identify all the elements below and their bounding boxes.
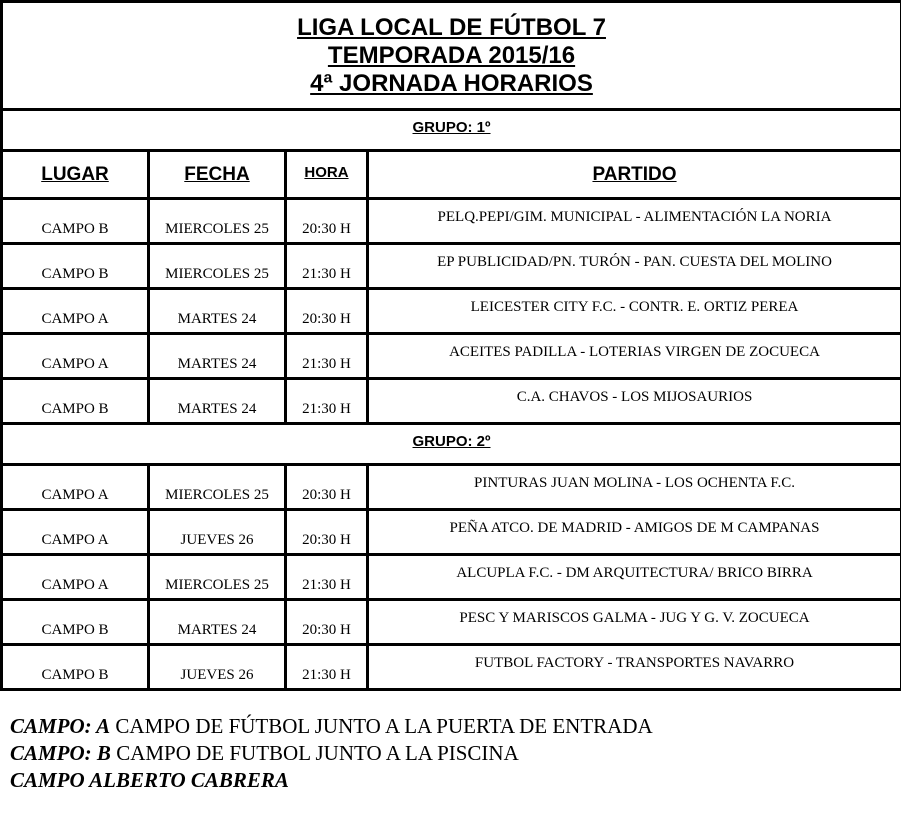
footer-legend [0, 713, 901, 794]
header-partido: PARTIDO [368, 151, 901, 199]
hora-cell: 20:30 H [286, 289, 368, 334]
title-cell [2, 2, 901, 110]
header-fecha: FECHA [149, 151, 286, 199]
lugar-cell: CAMPO B [2, 244, 149, 289]
hora-cell: 20:30 H [286, 600, 368, 645]
fecha-cell: JUEVES 26 [149, 645, 286, 690]
lugar-cell: CAMPO B [2, 199, 149, 244]
partido-cell: FUTBOL FACTORY - TRANSPORTES NAVARRO [368, 645, 901, 690]
title-block [2, 2, 901, 110]
table-row [2, 465, 901, 510]
fecha-cell: MARTES 24 [149, 334, 286, 379]
header-lugar: LUGAR [2, 151, 149, 199]
hora-cell: 21:30 H [286, 645, 368, 690]
lugar-cell: CAMPO A [2, 334, 149, 379]
table-row [2, 600, 901, 645]
legend-text: CAMPO DE FÚTBOL JUNTO A LA PUERTA DE ENTRADA [110, 714, 653, 738]
lugar-cell: CAMPO B [2, 379, 149, 424]
partido-cell: LEICESTER CITY F.C. - CONTR. E. ORTIZ PEREA [368, 289, 901, 334]
lugar-cell: CAMPO A [2, 465, 149, 510]
header-hora: HORA [286, 151, 368, 199]
hora-cell: 20:30 H [286, 199, 368, 244]
hora-cell: 20:30 H [286, 465, 368, 510]
legend-line [10, 713, 901, 740]
title-round: 4ª JORNADA HORARIOS [310, 69, 593, 97]
table-row [2, 379, 901, 424]
legend-line [10, 767, 901, 794]
legend-text: CAMPO DE FUTBOL JUNTO A LA PISCINA [110, 741, 519, 765]
fecha-cell: MARTES 24 [149, 379, 286, 424]
lugar-cell: CAMPO B [2, 645, 149, 690]
fecha-cell: MARTES 24 [149, 600, 286, 645]
partido-cell: ALCUPLA F.C. - DM ARQUITECTURA/ BRICO BIRRA [368, 555, 901, 600]
partido-cell: PINTURAS JUAN MOLINA - LOS OCHENTA F.C. [368, 465, 901, 510]
hora-cell: 21:30 H [286, 244, 368, 289]
table-row [2, 555, 901, 600]
legend-line [10, 740, 901, 767]
table-row [2, 510, 901, 555]
partido-cell: PESC Y MARISCOS GALMA - JUG Y G. V. ZOCUECA [368, 600, 901, 645]
group-header [2, 424, 901, 465]
lugar-cell: CAMPO A [2, 555, 149, 600]
lugar-cell: CAMPO B [2, 600, 149, 645]
partido-cell: PELQ.PEPI/GIM. MUNICIPAL - ALIMENTACIÓN LA NORIA [368, 199, 901, 244]
hora-cell: 21:30 H [286, 555, 368, 600]
hora-cell: 20:30 H [286, 510, 368, 555]
fecha-cell: JUEVES 26 [149, 510, 286, 555]
partido-cell: ACEITES PADILLA - LOTERIAS VIRGEN DE ZOCUECA [368, 334, 901, 379]
table-row [2, 244, 901, 289]
fecha-cell: MIERCOLES 25 [149, 555, 286, 600]
lugar-cell: CAMPO A [2, 510, 149, 555]
legend-label: CAMPO: B [10, 741, 111, 765]
legend-label: CAMPO ALBERTO CABRERA [10, 768, 289, 792]
group-label: GRUPO: 2º [412, 433, 491, 450]
table-row [2, 334, 901, 379]
group-header [2, 110, 901, 151]
partido-cell: EP PUBLICIDAD/PN. TURÓN - PAN. CUESTA DEL MOLINO [368, 244, 901, 289]
column-headers [2, 151, 901, 199]
fecha-cell: MIERCOLES 25 [149, 244, 286, 289]
fecha-cell: MARTES 24 [149, 289, 286, 334]
group-cell [2, 110, 901, 151]
title-season: TEMPORADA 2015/16 [327, 41, 576, 69]
title-league: LIGA LOCAL DE FÚTBOL 7 [297, 13, 606, 41]
group-cell [2, 424, 901, 465]
group-label: GRUPO: 1º [412, 119, 491, 136]
fecha-cell: MIERCOLES 25 [149, 199, 286, 244]
partido-cell: C.A. CHAVOS - LOS MIJOSAURIOS [368, 379, 901, 424]
partido-cell: PEÑA ATCO. DE MADRID - AMIGOS DE M CAMPANAS [368, 510, 901, 555]
fecha-cell: MIERCOLES 25 [149, 465, 286, 510]
table-row [2, 199, 901, 244]
lugar-cell: CAMPO A [2, 289, 149, 334]
table-row [2, 289, 901, 334]
hora-cell: 21:30 H [286, 334, 368, 379]
hora-cell: 21:30 H [286, 379, 368, 424]
legend-label: CAMPO: A [10, 714, 111, 738]
table-row [2, 645, 901, 690]
